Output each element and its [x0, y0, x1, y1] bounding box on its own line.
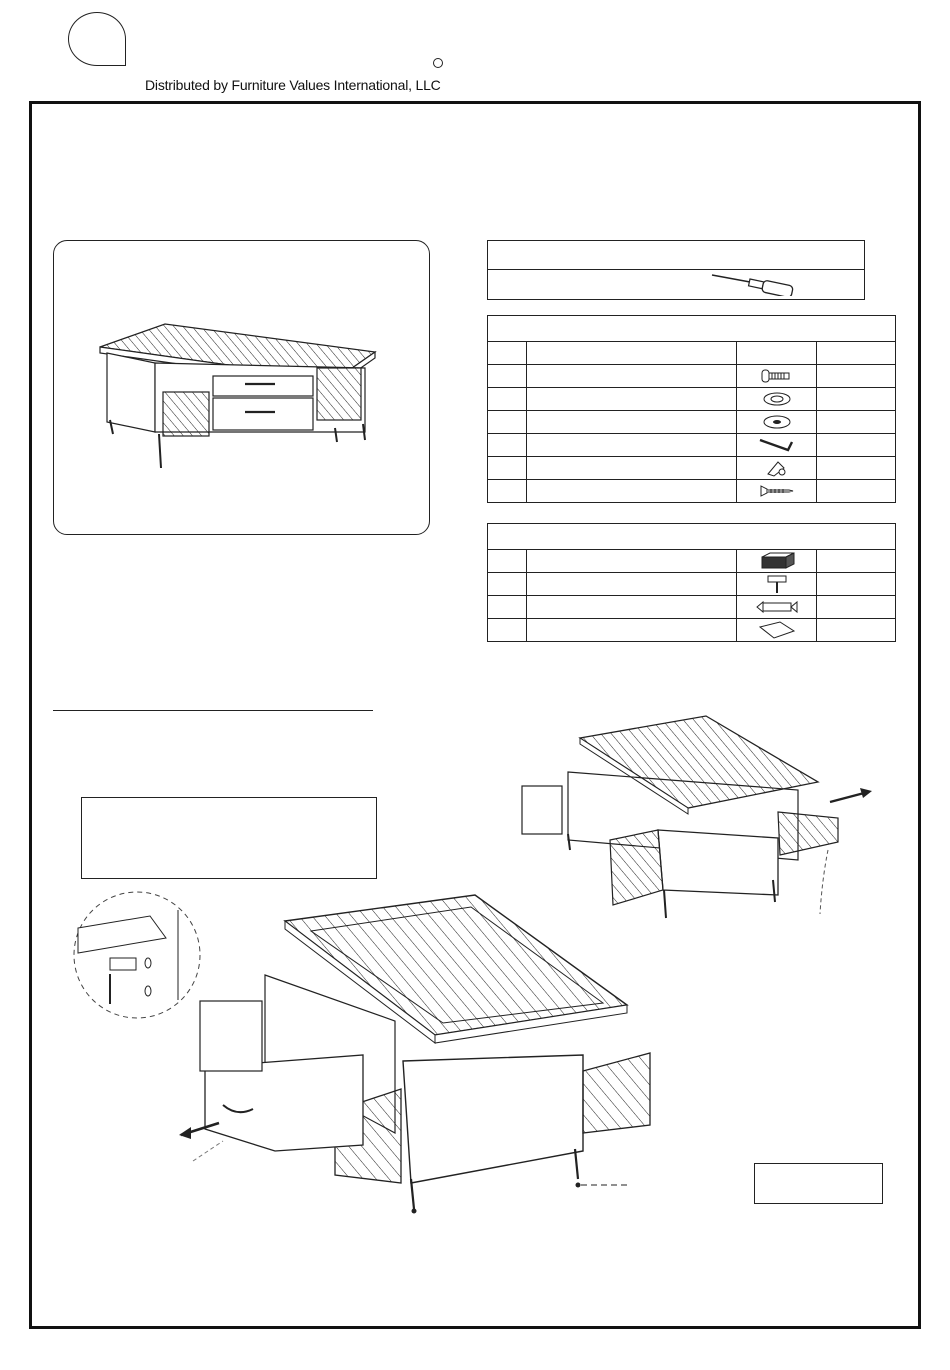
step-label-box — [754, 1163, 883, 1204]
table-row — [488, 550, 896, 573]
distributor-line: Distributed by Furniture Values International, LLC — [145, 77, 441, 93]
cam-bolt-icon — [755, 599, 799, 615]
table-row — [488, 619, 896, 642]
accessories-table — [487, 523, 896, 642]
table-row — [488, 434, 896, 457]
bracket-clip-icon — [760, 458, 794, 478]
allen-key-icon — [757, 436, 797, 454]
foam-pad-icon — [757, 551, 797, 571]
screwdriver-icon — [710, 272, 800, 296]
table-row — [488, 480, 896, 503]
bolt-icon — [760, 367, 794, 385]
table-row — [488, 388, 896, 411]
tools-row — [488, 270, 865, 300]
felt-pad-icon — [757, 620, 797, 640]
accessories-header — [488, 524, 896, 550]
wood-screw-icon — [759, 483, 795, 499]
exploded-view-diagram-small — [518, 710, 878, 920]
registered-mark — [433, 58, 443, 68]
note-box — [81, 797, 377, 879]
table-row — [488, 457, 896, 480]
step-heading-underline — [53, 710, 373, 711]
table-row — [488, 365, 896, 388]
table-row — [488, 596, 896, 619]
lock-washer-icon — [760, 390, 794, 408]
flat-washer-icon — [760, 413, 794, 431]
tools-table — [487, 240, 865, 300]
hardware-header — [488, 316, 896, 342]
exploded-view-diagram-large — [175, 893, 660, 1213]
product-illustration — [95, 320, 380, 470]
hardware-table — [487, 315, 896, 503]
leveler-foot-icon — [762, 574, 792, 594]
tools-header — [488, 241, 865, 270]
table-row — [488, 411, 896, 434]
brand-logo — [68, 12, 126, 66]
hardware-column-headers — [488, 342, 896, 365]
table-row — [488, 573, 896, 596]
